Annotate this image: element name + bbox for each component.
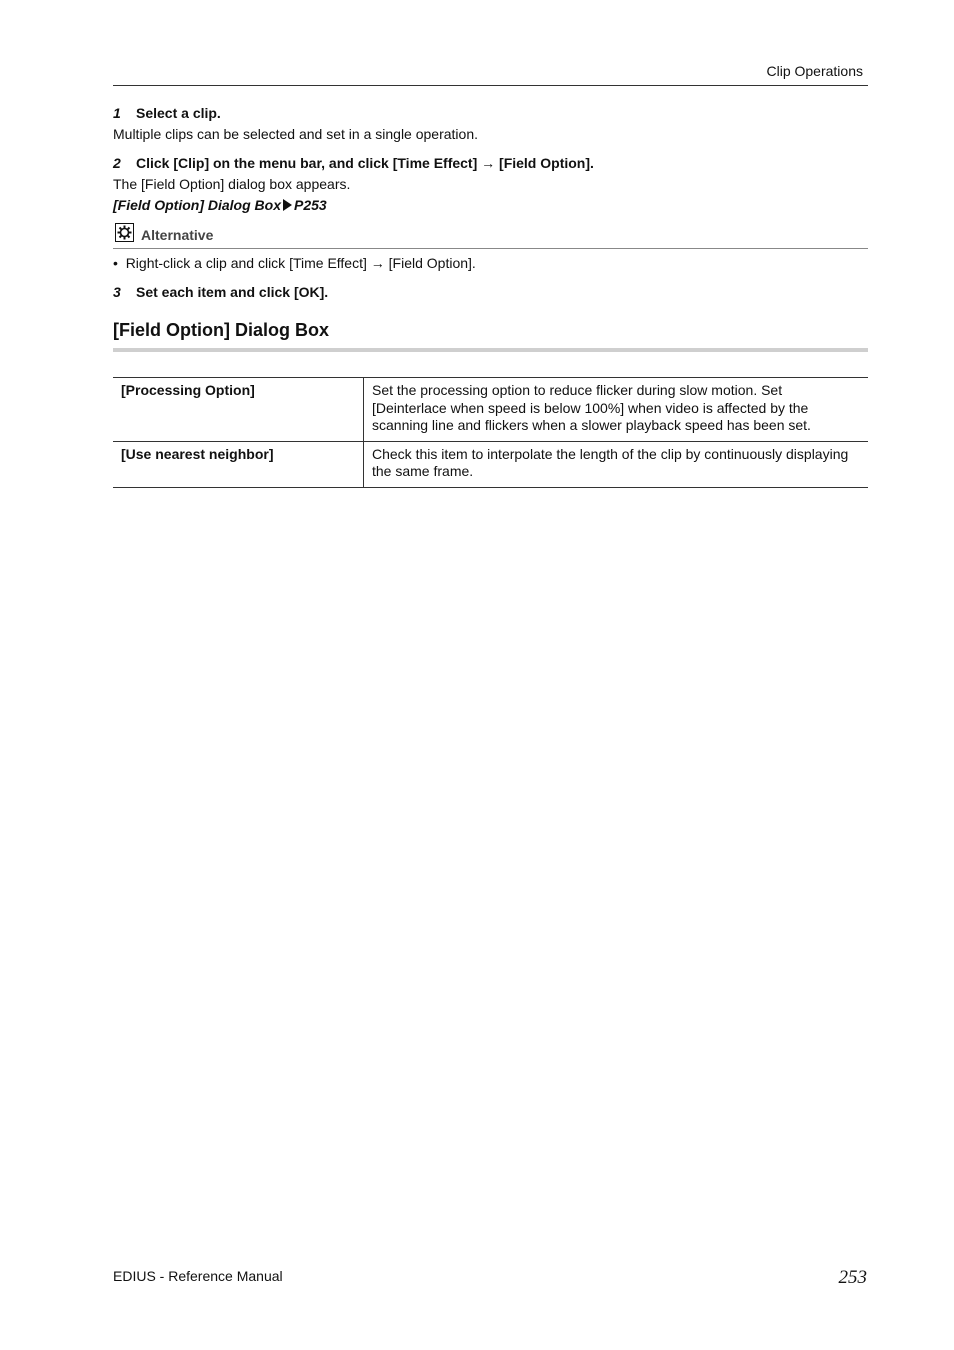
step-2-title xyxy=(113,155,594,171)
xref-page: P253 xyxy=(294,197,327,213)
step-text: Click [Clip] on the menu bar, and click [Time Effect] → [Field Option]. xyxy=(136,155,594,171)
option-name: [Processing Option] xyxy=(113,378,364,442)
step-3-title xyxy=(113,284,328,300)
footer-manual-title: EDIUS - Reference Manual xyxy=(113,1268,283,1284)
options-table xyxy=(113,377,868,488)
step-text: Set each item and click [OK]. xyxy=(136,284,329,300)
xref-label: [Field Option] Dialog Box xyxy=(113,197,281,213)
step-number: 2 xyxy=(113,155,121,171)
page-number: 253 xyxy=(838,1267,867,1288)
step-text: Select a clip. xyxy=(136,105,221,121)
alternative-box xyxy=(113,223,868,249)
page-arrow-icon xyxy=(283,199,292,211)
header-divider xyxy=(113,85,868,86)
step-1-body: Multiple clips can be selected and set in a single operation. xyxy=(113,126,478,142)
option-description: Set the processing option to reduce flicker during slow motion. Set [Deinterlace when speed is below 100%] when video is affected by the scanning line and flickers when a slower playback speed has been set. xyxy=(372,382,811,433)
table-row xyxy=(113,378,868,442)
step-2-body: The [Field Option] dialog box appears. xyxy=(113,176,351,192)
cross-reference-link[interactable] xyxy=(113,197,327,213)
step-number: 3 xyxy=(113,284,121,300)
step-1-title xyxy=(113,105,221,121)
section-heading: [Field Option] Dialog Box xyxy=(113,320,329,340)
step-number: 1 xyxy=(113,105,121,121)
running-header: Clip Operations xyxy=(766,63,863,79)
section-rule xyxy=(113,348,868,352)
option-description: Check this item to interpolate the length of the clip by continuously displaying the same frame. xyxy=(372,445,849,479)
alternative-item xyxy=(113,255,476,271)
alternative-label: Alternative xyxy=(141,227,214,243)
alternative-gear-icon xyxy=(115,223,134,242)
bullet-dot: • xyxy=(113,255,126,271)
table-row xyxy=(113,441,868,487)
alternative-item-text: Right-click a clip and click [Time Effect] → [Field Option]. xyxy=(125,255,476,271)
option-name: [Use nearest neighbor] xyxy=(113,441,364,487)
